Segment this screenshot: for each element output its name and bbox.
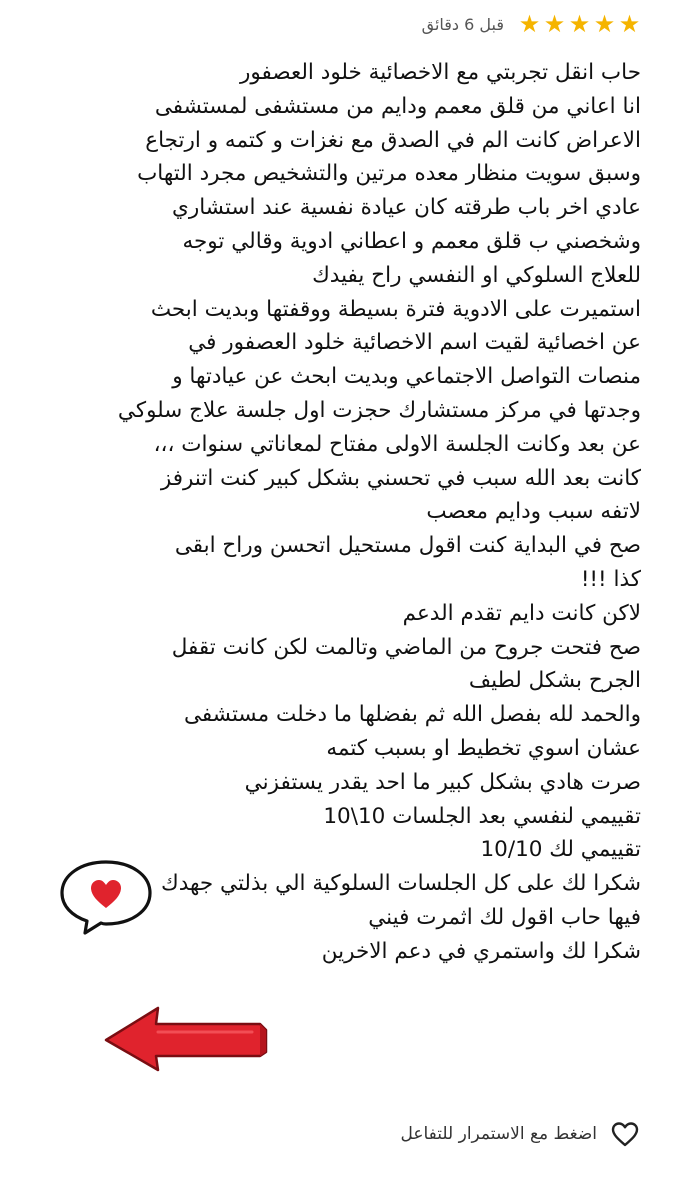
review-line: كانت بعد الله سبب في تحسني بشكل كبير كنت اتنرفز: [160, 465, 641, 491]
review-line: وشخصني ب قلق معمم و اعطاني ادوية وقالي توجه: [182, 228, 641, 254]
heart-outline-icon[interactable]: [609, 1118, 641, 1150]
review-line: شكرا لك واستمري في دعم الاخرين: [321, 938, 641, 964]
star-rating: [518, 12, 641, 36]
review-header: [422, 8, 641, 40]
star-icon: ★: [568, 10, 591, 38]
star-icon: ★: [618, 10, 641, 38]
review-line: وجدتها في مركز مستشارك حجزت اول جلسة علاج سلوكي: [117, 397, 641, 423]
review-line: الاعراض كانت الم في الصدق مع نغزات و كتمه و ارتجاع: [145, 127, 641, 153]
review-line: شكرا لك على كل الجلسات السلوكية الي بذلتي جهدك: [160, 871, 641, 897]
review-line: لاتفه سبب ودايم معصب: [426, 499, 641, 525]
review-line: منصات التواصل الاجتماعي وبديت ابحث عن عيادتها و: [172, 364, 641, 390]
review-line: عن بعد وكانت الجلسة الاولى مفتاح لمعاناتي سنوات ،،،: [153, 431, 641, 457]
react-hint-text: اضغط مع الاستمرار للتفاعل: [400, 1124, 597, 1144]
review-line: للعلاج السلوكي او النفسي راح يفيدك: [312, 262, 641, 288]
review-line: عن اخصائية لقيت اسم الاخصائية خلود العصفور في: [188, 330, 641, 356]
review-line: صح في البداية كنت اقول مستحيل اتحسن وراح ابقى: [174, 533, 641, 559]
review-line: استميرت على الادوية فترة بسيطة ووقفتها وبديت ابحث: [150, 296, 641, 322]
red-arrow-left-sticker: [102, 1004, 270, 1074]
star-icon: ★: [593, 10, 616, 38]
review-footer: [400, 1118, 641, 1150]
review-line: وسبق سويت منظار معده مرتين والتشخيص مجرد التهاب: [137, 161, 641, 187]
review-line: تقييمي لك 10/10: [480, 837, 641, 863]
review-line: حاب انقل تجربتي مع الاخصائية خلود العصفور: [240, 60, 641, 85]
review-line: تقييمي لنفسي بعد الجلسات 10\10: [323, 803, 641, 829]
star-icon: ★: [518, 10, 541, 38]
review-line: عادي اخر باب طرقته كان عيادة نفسية عند استشاري: [172, 195, 641, 221]
review-body: [31, 56, 641, 969]
heart-speech-bubble-sticker: [58, 858, 154, 936]
star-icon: ★: [543, 10, 566, 38]
review-line: صرت هادي بشكل كبير ما احد يقدر يستفزني: [244, 769, 641, 795]
review-line: الجرح بشكل لطيف: [468, 668, 641, 694]
review-line: كذا !!!: [580, 566, 641, 592]
review-line: انا اعاني من قلق معمم ودايم من مستشفى لمستشفى: [154, 93, 641, 119]
review-timestamp: قبل 6 دقائق: [421, 14, 504, 34]
review-line: عشان اسوي تخطيط او بسبب كتمه: [326, 735, 641, 761]
review-line: والحمد لله بفصل الله ثم بفضلها ما دخلت مستشفى: [183, 702, 641, 728]
review-line: فيها حاب اقول لك اثمرت فيني: [368, 904, 641, 930]
review-line: صح فتحت جروح من الماضي وتالمت لكن كانت تقفل: [171, 634, 641, 660]
review-line: لاكن كانت دايم تقدم الدعم: [402, 600, 641, 626]
